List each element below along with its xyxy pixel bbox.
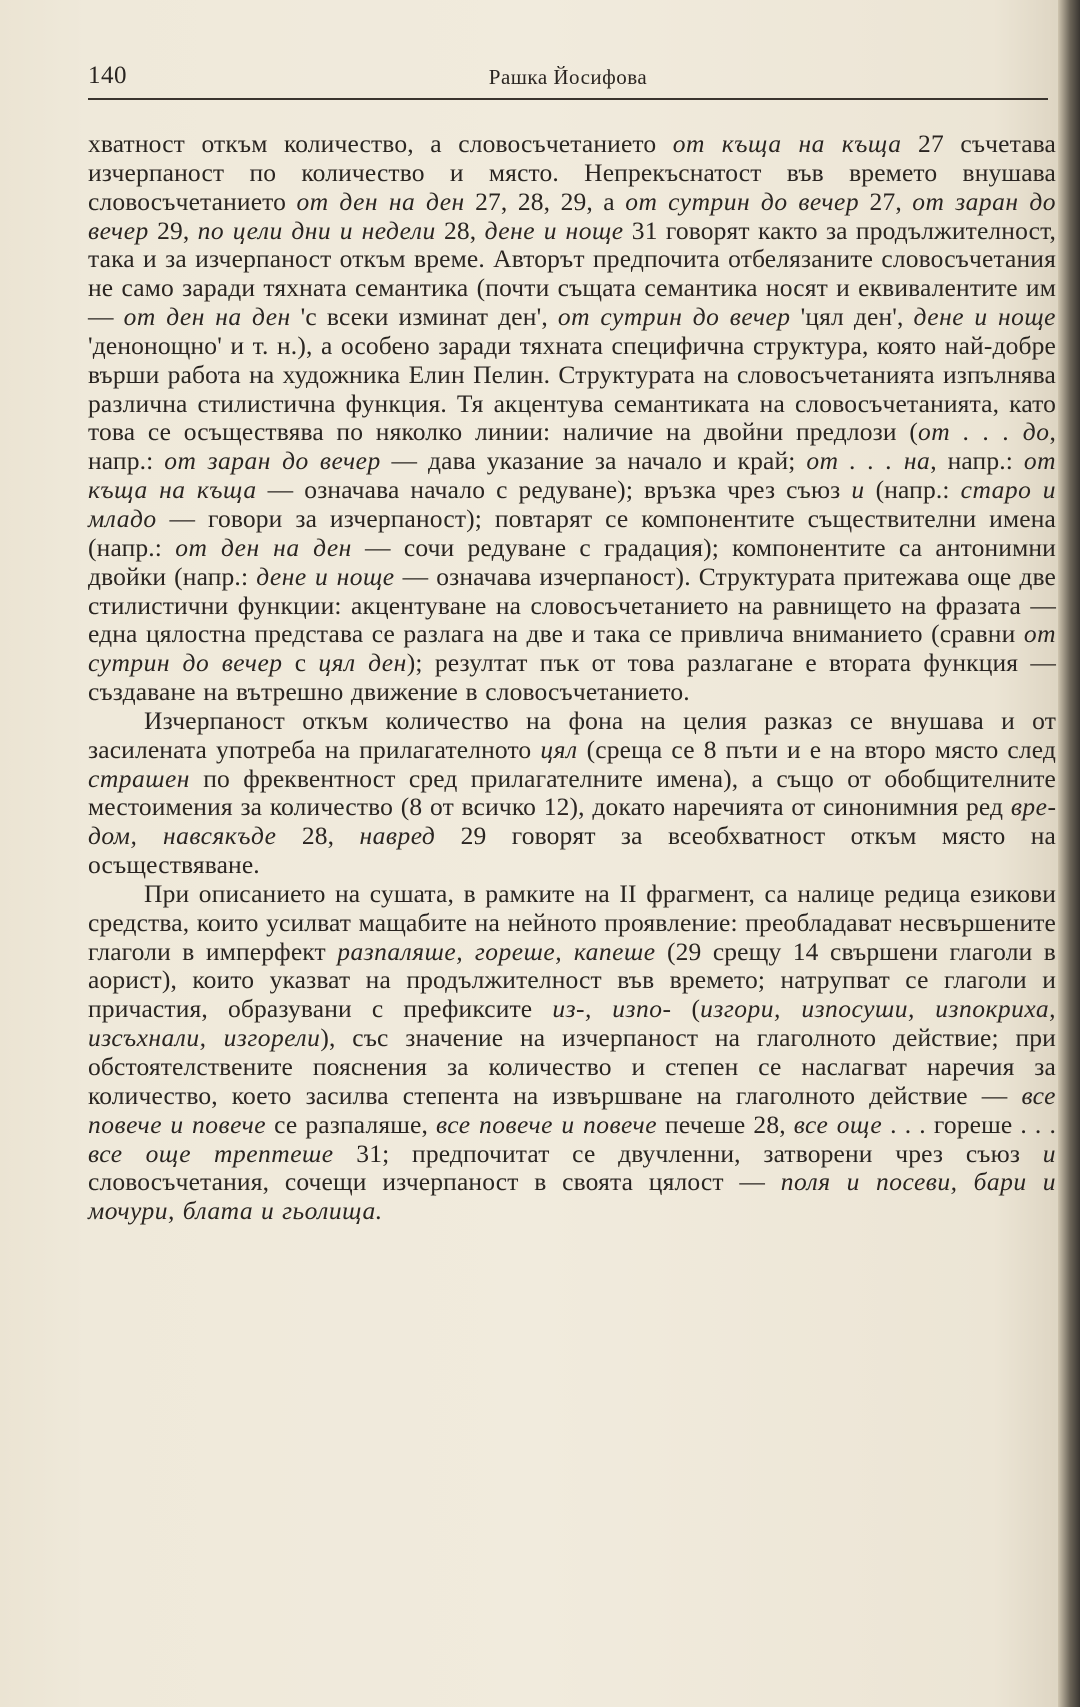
- italic-example-text: от къща на къща: [88, 446, 1056, 505]
- italic-example-text: от . . . на: [806, 446, 931, 476]
- italic-example-text: от ден на ден: [296, 186, 465, 216]
- text-run: 'денонощно' и т. н.), а особено заради тяхната специфична структура, която най-добре върши работа на художника Елин Пелин. Структурата на словосъчетанията изпълнява различна стилистична функция. Тя акцентува семантиката на словосъчетанията, като това се осъществява по няколко линии: наличие на двойни предлози (: [88, 330, 1056, 447]
- text-run: (: [671, 994, 701, 1024]
- text-run: При описанието на сушата, в рамките на II фрагмент, са налице редица езикови средства, които усилват мащабите на нейното проявление: преобладават несвършените глаголи в имперфект: [88, 878, 1056, 966]
- page-number: 140: [88, 62, 127, 89]
- italic-example-text: и: [1042, 1138, 1056, 1168]
- italic-example-text: цял ден: [318, 648, 407, 678]
- text-run: 27 съчетава изчерпаност по количество и място. Непрекъснатост във времето внушава словосъчетанието: [88, 129, 1056, 216]
- text-run: (среща се 8 пъти и е на второ място след: [577, 734, 1057, 764]
- text-run: 27,: [859, 186, 913, 216]
- italic-example-text: разпаляше, гореше, капеше: [337, 936, 656, 966]
- text-run: се разпаляше,: [266, 1109, 437, 1139]
- text-run: ); резултат пък от това разлагане е втората функция — създаване на вътрешно движение в словосъчетанието.: [88, 648, 1056, 707]
- italic-example-text: навред: [359, 821, 436, 851]
- italic-example-text: цял: [540, 734, 578, 764]
- italic-example-text: и: [851, 475, 865, 505]
- italic-example-text: все още трептеше: [88, 1138, 334, 1168]
- page-header: [88, 62, 1048, 98]
- italic-example-text: изгори, изпосуши, изпокриха, изсъхнали, изгорели: [88, 994, 1056, 1053]
- text-run: — говори за изчерпаност); повтарят се компонентите съществителни имена (напр.:: [88, 503, 1056, 562]
- text-run: — сочи редуване с градация); компонентите са антонимни двойки (напр.:: [88, 532, 1056, 591]
- italic-example-text: все повече и повече: [88, 1080, 1056, 1139]
- text-run: 31 говорят както за продължителност, така и за изчерпаност откъм време. Авторът предпочита отбелязаните словосъчетания не само заради тяхната семантика (почти същата семантика носят и еквивалентите им —: [88, 215, 1056, 332]
- italic-example-text: от сутрин до вечер: [88, 619, 1056, 678]
- text-run: . . . гореше . . .: [882, 1109, 1056, 1139]
- italic-example-text: от заран до вечер: [88, 186, 1056, 245]
- italic-example-text: от заран до вечер: [164, 446, 381, 476]
- italic-example-text: от ден на ден: [123, 302, 291, 332]
- text-run: — дава указание за начало и край;: [380, 446, 807, 476]
- text-run: 'с всеки изминат ден',: [290, 302, 558, 332]
- text-run: 29,: [148, 215, 198, 245]
- text-run: , напр.:: [930, 446, 1024, 476]
- italic-example-text: от къща на къща: [672, 129, 902, 158]
- text-run: 27, 28, 29, а: [464, 186, 626, 216]
- paragraph-1: [88, 130, 1056, 707]
- italic-example-text: дене и нощe: [256, 561, 395, 591]
- text-run: — означава начало с редуване); връзка чрез съюз: [256, 475, 852, 505]
- paragraph-3: [88, 880, 1056, 1226]
- text-run: с: [282, 648, 319, 678]
- text-run: 28,: [276, 821, 360, 851]
- italic-example-text: старо и младо: [88, 475, 1057, 533]
- italic-example-text: от ден на ден: [175, 532, 352, 562]
- text-run: хватност откъм количество, а словосъчетанието: [88, 129, 673, 158]
- text-run: ), със значение на изчерпаност на глаголното действие; при обстоятелствените пояснения за количество и степен се наслагват наречия за количество, което засилва степента на извършване на глаголното действие —: [88, 1023, 1056, 1110]
- text-run: (напр.:: [864, 475, 961, 505]
- book-spine-shadow: [1058, 0, 1080, 1707]
- text-run: печеше 28,: [657, 1109, 794, 1139]
- italic-example-text: дене и нощe: [484, 215, 624, 245]
- text-run: Изчерпаност откъм количество на фона на целия разказ се внушава и от засилената употреба на прилагателното: [88, 705, 1056, 764]
- text-run: по фреквентност сред прилагателните имена), а също от обобщителните местоимения за количество (8 от всичко 12), докато наречията от синонимния ред: [88, 763, 1056, 822]
- text-run: 28,: [435, 215, 485, 245]
- text-run: 29 говорят за всеобхватност откъм място на осъществяване.: [88, 821, 1056, 880]
- italic-example-text: все още: [793, 1109, 883, 1139]
- paragraph-2: [88, 707, 1056, 880]
- italic-example-text: все повече и повече: [436, 1109, 658, 1139]
- italic-example-text: от . . . до: [918, 417, 1050, 447]
- text-run: (29 срещу 14 свършени глаголи в аорист), които указват на продължителност във времето; натрупват се глаголи и причастия, образувани с префиксите: [88, 936, 1056, 1024]
- italic-example-text: дене и нощe: [913, 302, 1056, 332]
- italic-example-text: поля и посеви, бари и мочури, блата и гьолища.: [88, 1167, 1056, 1226]
- text-run: 'цял ден',: [790, 302, 914, 332]
- italic-example-text: страшен: [88, 763, 190, 793]
- header-rule: [88, 98, 1048, 100]
- text-run: 31; предпочитат се двучленни, затворени чрез съюз: [333, 1138, 1043, 1168]
- italic-example-text: из-, изпо-: [552, 994, 672, 1024]
- italic-example-text: от сутрин до вечер: [625, 186, 860, 216]
- italic-example-text: от сутрин до вечер: [557, 302, 791, 332]
- running-head-author: Рашка Йосифова: [488, 65, 648, 89]
- italic-example-text: вредом, навсякъде: [88, 792, 1056, 851]
- body-text: [88, 130, 1056, 1226]
- text-run: , напр.:: [88, 417, 1056, 476]
- text-run: словосъчетания, сочещи изчерпаност в своята цялост —: [88, 1167, 781, 1197]
- text-run: — означава изчерпаност). Структурата притежава още две стилистични функции: акцентуване на словосъчетанието на равнището на фразата — една цялостна представа се разлага на две и така се привлича вниманието (сравни: [88, 561, 1057, 649]
- italic-example-text: по цели дни и недели: [197, 215, 436, 245]
